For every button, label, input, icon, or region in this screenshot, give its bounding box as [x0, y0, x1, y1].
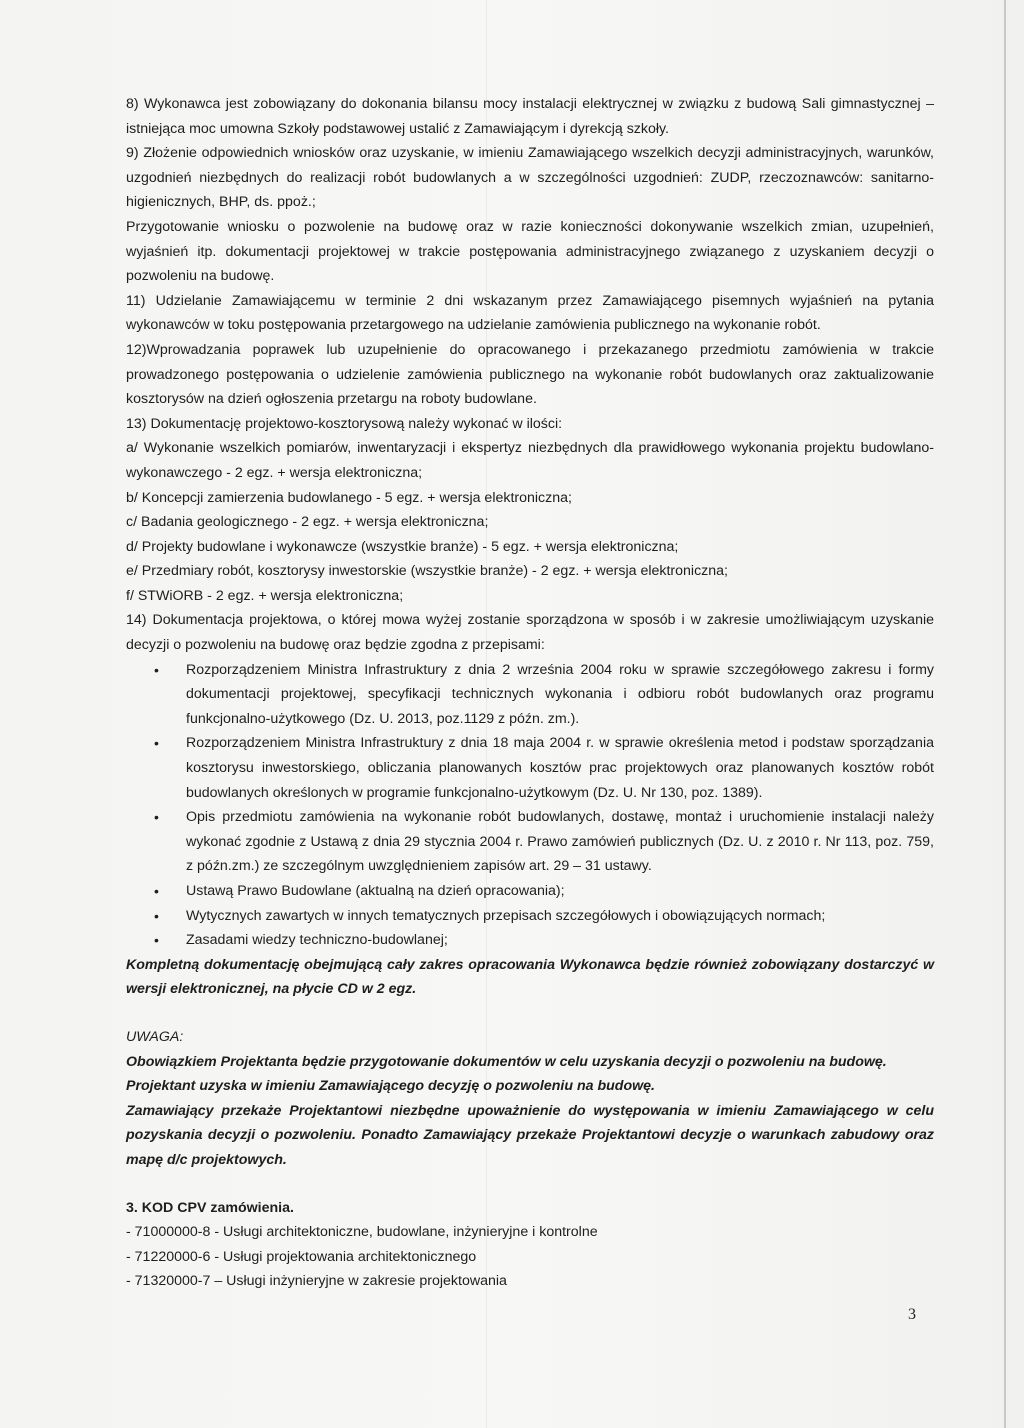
item-f: f/ STWiORB - 2 egz. + wersja elektroniczna;: [126, 587, 404, 604]
item-d: d/ Projekty budowlane i wykonawcze (wszystkie branże) - 5 egz. + wersja elektroniczna;: [126, 538, 679, 555]
cpv-heading: 3. KOD CPV zamówienia.: [126, 1199, 294, 1216]
bullet-icon: •: [154, 661, 159, 678]
uwaga-line: Obowiązkiem Projektanta będzie przygotowanie dokumentów w celu uzyskania decyzji o pozwoleniu na budowę.: [126, 1053, 887, 1070]
page-edge: [1004, 0, 1006, 1428]
paragraph-14: 14) Dokumentacja projektowa, o której mowa wyżej zostanie sporządzona w sposób i w zakresie umożliwiającym uzyskanie decyzji o pozwoleniu na budowę oraz będzie zgodna z przepisami:: [126, 612, 934, 654]
list-item: • Zasadami wiedzy techniczno-budowlanej;: [126, 928, 934, 953]
uwaga-line: Projektant uzyska w imieniu Zamawiającego decyzję o pozwoleniu na budowę.: [126, 1078, 656, 1095]
paragraph-12: 12)Wprowadzania poprawek lub uzupełnienie do opracowanego i przekazanego przedmiotu zamówienia w trakcie prowadzonego postępowania o udzielenie zamówienia publicznego na wykonanie robót budowlanych oraz zaktualizowanie kosztorysów na dzień ogłoszenia przetargu na roboty budowlane.: [126, 341, 934, 408]
item-a: a/ Wykonanie wszelkich pomiarów, inwentaryzacji i ekspertyz niezbędnych dla prawidłowego wykonania projektu budowlano-wykonawczego - 2 egz. + wersja elektroniczna;: [126, 440, 934, 481]
uwaga-heading: UWAGA:: [126, 1028, 184, 1045]
cpv-item: - 71000000-8 - Usługi architektoniczne, budowlane, inżynieryjne i kontrolne: [126, 1224, 598, 1241]
cpv-item: - 71220000-6 - Usługi projektowania architektonicznego: [126, 1248, 477, 1265]
list-item: • Rozporządzeniem Ministra Infrastruktury z dnia 18 maja 2004 r. w sprawie określenia metod i podstaw sporządzania kosztorysu inwestorskiego, obliczania planowanych kosztów prac projektowych oraz planowanych kosztów robót budowlanych określonych w programie funkcjonalno-użytkowym (Dz. U. Nr 130, poz. 1389).: [126, 731, 934, 805]
regulations-list: [126, 658, 934, 953]
cpv-item: - 71320000-7 – Usługi inżynieryjne w zakresie projektowania: [126, 1273, 507, 1290]
item-b: b/ Koncepcji zamierzenia budowlanego - 5 egz. + wersja elektroniczna;: [126, 489, 572, 506]
page-number: 3: [908, 1306, 916, 1323]
bullet-icon: •: [154, 883, 159, 899]
paragraph-permit-application: Przygotowanie wniosku o pozwolenie na budowę oraz w razie konieczności dokonywanie wszelkich zmian, uzupełnień, wyjaśnień itp. dokumentacji projektowej w trakcie postępowania administracyjnego związanego z uzyskaniem decyzji o pozwoleniu na budowę.: [126, 218, 934, 285]
item-e: e/ Przedmiary robót, kosztorysy inwestorskie (wszystkie branże) - 2 egz. + wersja elektroniczna;: [126, 563, 728, 580]
bullet-icon: •: [154, 735, 159, 752]
spacer: [126, 1173, 934, 1196]
paragraph-11: 11) Udzielanie Zamawiającemu w terminie 2 dni wskazanym przez Zamawiającego pisemnych wyjaśnień na pytania wykonawców w toku postępowania przetargowego na udzielanie zamówienia publicznego na wykonanie robót.: [126, 292, 934, 334]
bullet-icon: •: [154, 809, 159, 826]
bullet-icon: •: [154, 907, 159, 924]
paragraph-8: 8) Wykonawca jest zobowiązany do dokonania bilansu mocy instalacji elektrycznej w związku z budową Sali gimnastycznej – istniejąca moc umowna Szkoły podstawowej ustalić z Zamawiającym i dyrekcją szkoły.: [126, 96, 934, 137]
spacer: [126, 1002, 934, 1025]
item-c: c/ Badania geologicznego - 2 egz. + wersja elektroniczna;: [126, 514, 489, 531]
bullet-icon: •: [154, 932, 159, 949]
document-body: [126, 92, 934, 1294]
paragraph-9: 9) Złożenie odpowiednich wniosków oraz uzyskanie, w imieniu Zamawiającego wszelkich decyzji administracyjnych, warunków, uzgodnień niezbędnych do realizacji robót budowlanych a w szczególności uzgodnień: ZUDP, rzeczoznawców: sanitarno-higienicznych, BHP, ds. ppoż.;: [126, 145, 934, 211]
complete-docs-note: Kompletną dokumentację obejmującą cały zakres opracowania Wykonawca będzie również zobowiązany dostarczyć w wersji elektronicznej, na płycie CD w 2 egz.: [126, 956, 934, 998]
uwaga-line: Zamawiający przekaże Projektantowi niezbędne upoważnienie do występowania w imieniu Zamawiającego w celu pozyskania decyzji o pozwoleniu. Ponadto Zamawiający przekaże Projektantowi decyzje o warunkach zabudowy oraz mapę d/c projektowych.: [126, 1102, 934, 1168]
list-item: • Opis przedmiotu zamówienia na wykonanie robót budowlanych, dostawę, montaż i uruchomienie instalacji należy wykonać zgodnie z Ustawą z dnia 29 stycznia 2004 r. Prawo zamówień publicznych (Dz. U. z 2010 r. Nr 113, poz. 759, z późn.zm.) ze szczególnym uwzględnieniem zapisów art. 29 – 31 ustawy.: [126, 805, 934, 879]
paragraph-13: 13) Dokumentację projektowo-kosztorysową należy wykonać w ilości:: [126, 415, 563, 432]
list-item: • Ustawą Prawo Budowlane (aktualną na dzień opracowania);: [126, 879, 934, 904]
list-item: • Wytycznych zawartych w innych tematycznych przepisach szczegółowych i obowiązujących normach;: [126, 904, 934, 929]
list-item: • Rozporządzeniem Ministra Infrastruktury z dnia 2 września 2004 roku w sprawie szczegółowego zakresu i formy dokumentacji projektowej, specyfikacji technicznych wykonania i odbioru robót budowlanych oraz programu funkcjonalno-użytkowego (Dz. U. 2013, poz.1129 z późn. zm.).: [126, 658, 934, 732]
